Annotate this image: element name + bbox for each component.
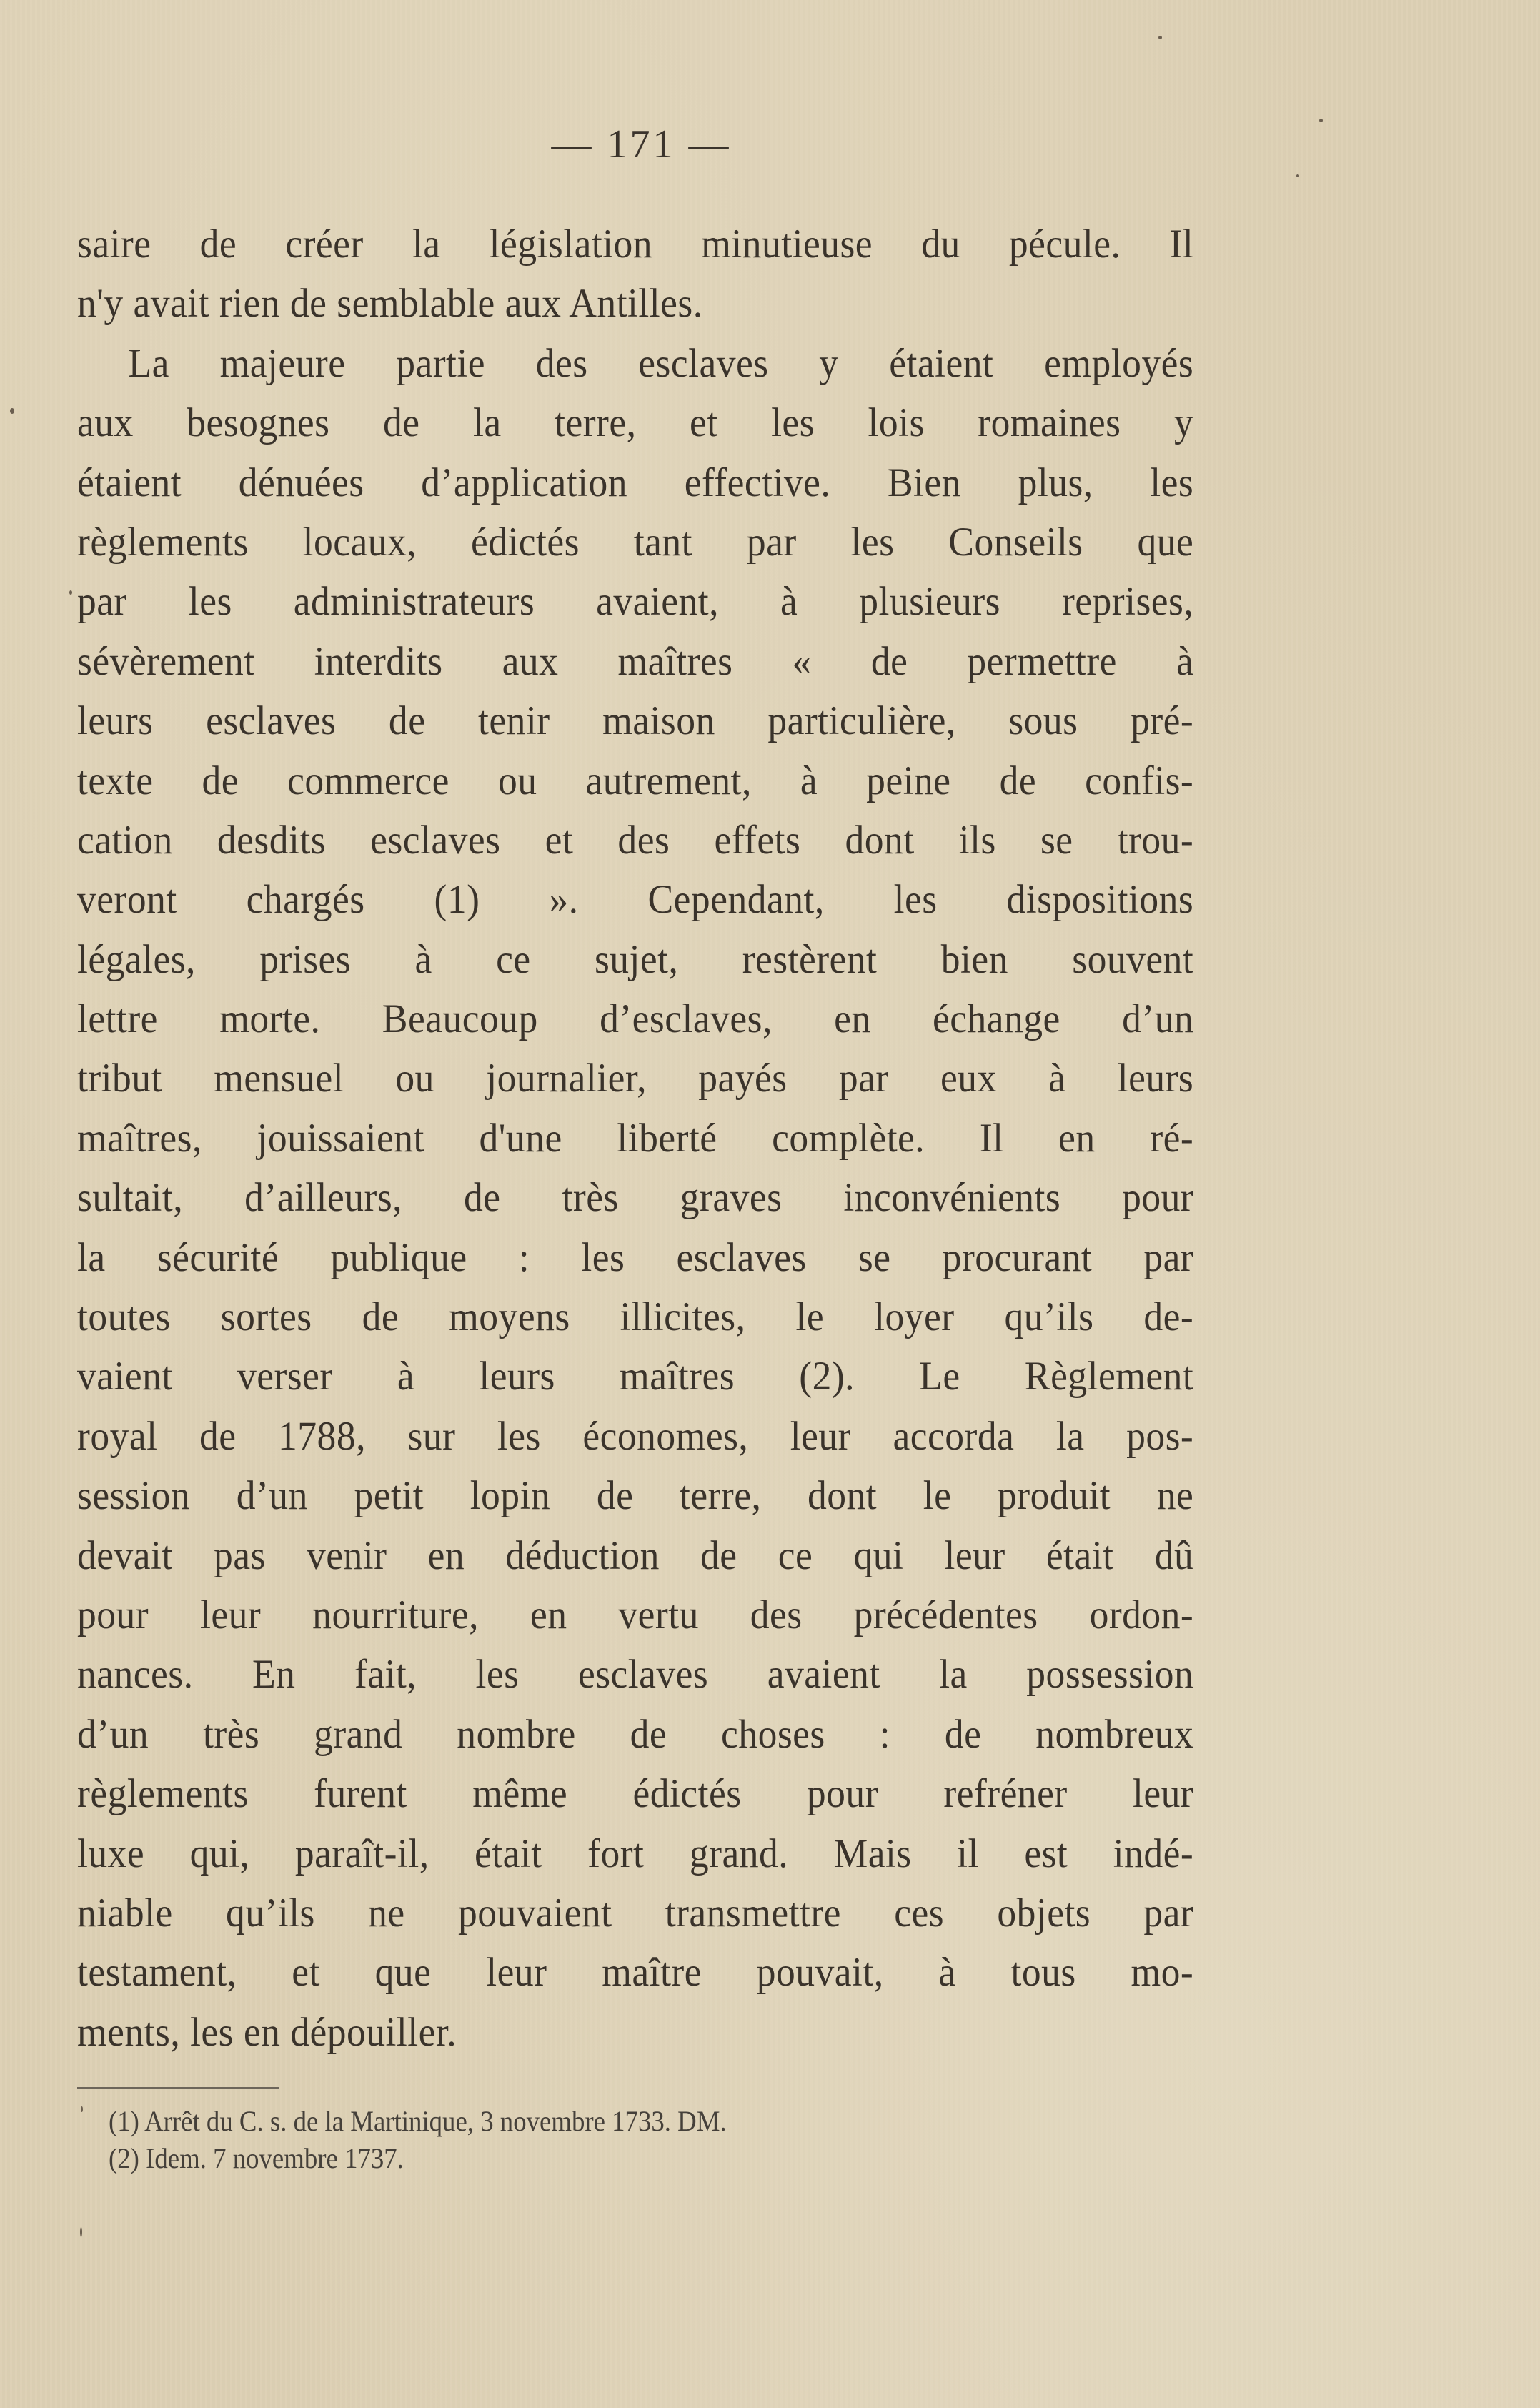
text-line: leurs esclaves de tenir maison particulière, sous pré- — [77, 698, 1194, 744]
text-line: session d’un petit lopin de terre, dont le produit ne — [77, 1473, 1194, 1519]
paper-speck — [10, 408, 14, 414]
paper-speck — [80, 2227, 82, 2237]
text-line: devait pas venir en déduction de ce qui leur était dû — [77, 1532, 1194, 1578]
text-line: la sécurité publique : les esclaves se procurant par — [77, 1234, 1194, 1280]
body-text — [77, 214, 1193, 2062]
text-line: lettre morte. Beaucoup d’esclaves, en échange d’un — [77, 996, 1194, 1042]
text-line: règlements furent même édictés pour refréner leur — [77, 1771, 1194, 1817]
text-line: luxe qui, paraît-il, était fort grand. Mais il est indé- — [77, 1830, 1194, 1876]
text-line: pour leur nourriture, en vertu des précédentes ordon- — [77, 1592, 1194, 1637]
paper-speck — [81, 2106, 83, 2112]
text-line: niable qu’ils ne pouvaient transmettre ces objets par — [77, 1890, 1194, 1936]
paper-speck — [1319, 119, 1323, 122]
text-line: royal de 1788, sur les économes, leur accorda la pos- — [77, 1413, 1194, 1459]
text-line: saire de créer la législation minutieuse du pécule. Il — [77, 222, 1194, 267]
page-number: — 171 — — [551, 122, 732, 167]
text-line: sévèrement interdits aux maîtres « de permettre à — [77, 638, 1194, 684]
text-line: étaient dénuées d’application effective. Bien plus, les — [77, 460, 1194, 505]
text-line: toutes sortes de moyens illicites, le loyer qu’ils de- — [77, 1294, 1194, 1340]
text-line: nances. En fait, les esclaves avaient la possession — [77, 1652, 1194, 1698]
text-line: n'y avait rien de semblable aux Antilles. — [77, 281, 703, 327]
text-line: vaient verser à leurs maîtres (2). Le Règlement — [77, 1354, 1194, 1399]
text-line: maîtres, jouissaient d'une liberté complète. Il en ré- — [77, 1115, 1194, 1161]
footnote-divider — [77, 2087, 279, 2089]
text-line: texte de commerce ou autrement, à peine de confis- — [77, 758, 1194, 803]
paper-speck — [1158, 36, 1162, 39]
text-line: par les administrateurs avaient, à plusieurs reprises, — [77, 579, 1194, 625]
text-line: règlements locaux, édictés tant par les Conseils que — [77, 519, 1194, 565]
footnote-2: (2) Idem. 7 novembre 1737. — [109, 2142, 404, 2174]
paper-speck — [1296, 174, 1299, 177]
text-line: d’un très grand nombre de choses : de nombreux — [77, 1711, 1194, 1757]
text-line: aux besognes de la terre, et les lois romaines y — [77, 400, 1194, 446]
text-line: sultait, d’ailleurs, de très graves inconvénients pour — [77, 1175, 1194, 1221]
text-line: légales, prises à ce sujet, restèrent bien souvent — [77, 936, 1194, 982]
footnotes — [109, 2103, 1109, 2177]
text-line: tribut mensuel ou journalier, payés par eux à leurs — [77, 1056, 1194, 1101]
text-line: testament, et que leur maître pouvait, à tous mo- — [77, 1950, 1194, 1996]
footnote-1: (1) Arrêt du C. s. de la Martinique, 3 novembre 1733. DM. — [109, 2105, 727, 2137]
text-line: veront chargés (1) ». Cependant, les dispositions — [77, 877, 1194, 923]
text-line: cation desdits esclaves et des effets dont ils se trou- — [77, 817, 1194, 863]
paragraph-start-line: La majeure partie des esclaves y étaient employés — [128, 340, 1194, 386]
paper-speck — [69, 590, 72, 595]
text-line: ments, les en dépouiller. — [77, 2009, 457, 2055]
